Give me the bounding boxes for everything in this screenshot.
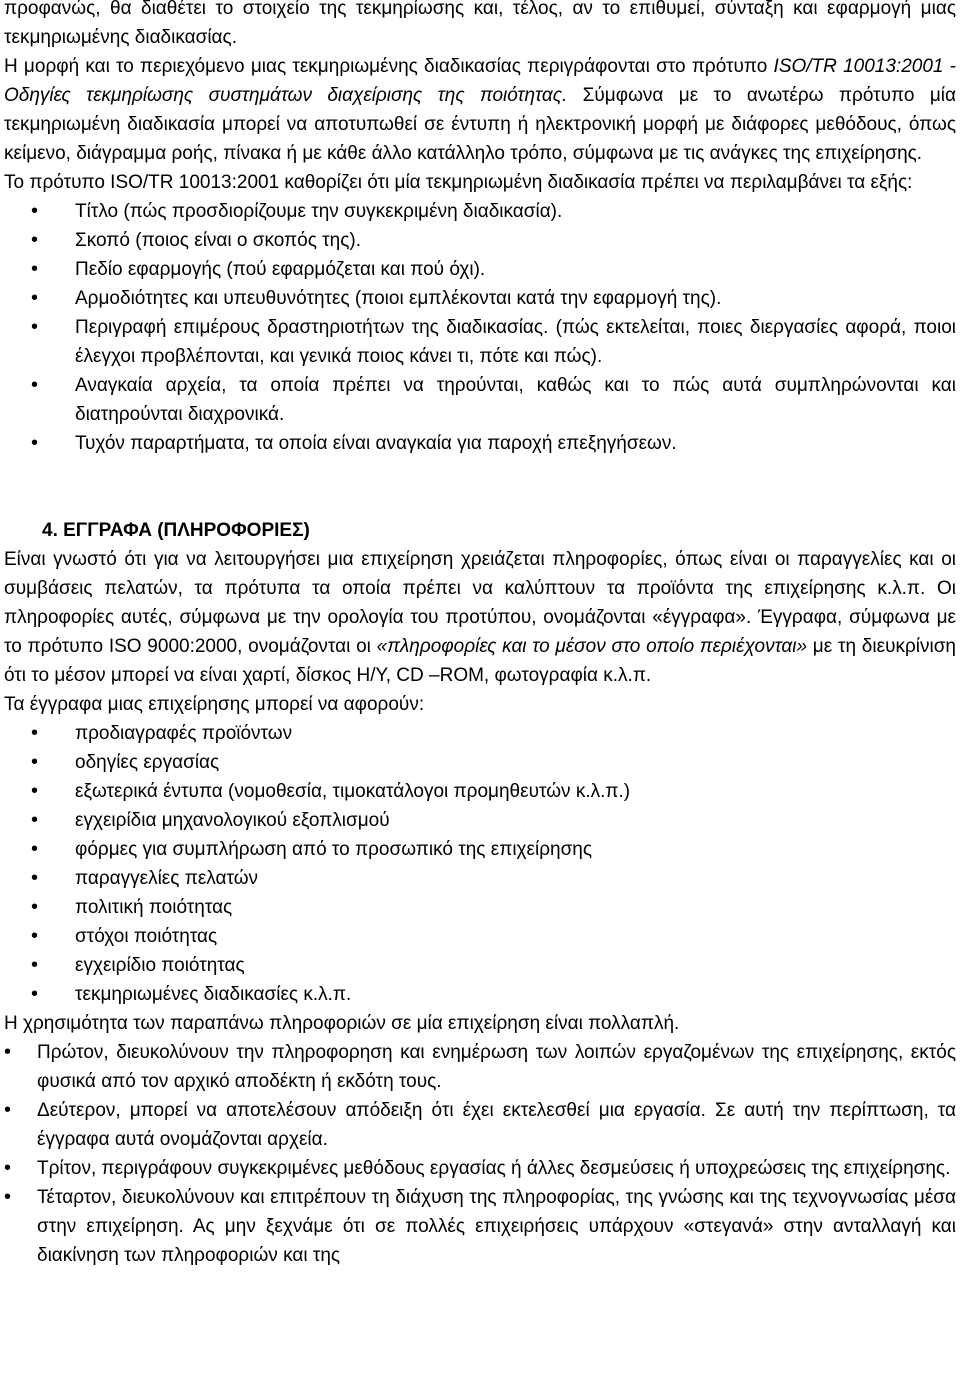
paragraph-standard-end: Σύμφωνα με το ανωτέρω πρότυπο μία τεκμηριωμένη διαδικασία μπορεί να αποτυπωθεί σε έντυπη ή ηλεκτρονική μορφή με διάφορες μεθόδους, όπως κείμενο, διάγραμμα ροής, πίνακα ή με κάθε άλλο κατάλληλο τρόπο, σύμφωνα με τις ανάγκες της επιχείρησης. — [4, 85, 956, 164]
list-item: • παραγγελίες πελατών — [4, 864, 956, 893]
paragraph-documents-definition — [4, 545, 956, 690]
list-item: • πολιτική ποιότητας — [4, 893, 956, 922]
list-item: • φόρμες για συμπλήρωση από το προσωπικό της επιχείρησης — [4, 835, 956, 864]
procedure-contents-list — [4, 197, 956, 458]
paragraph-standard-start: Η μορφή και το περιεχόμενο μιας τεκμηριωμένης διαδικασίας περιγράφονται στο πρότυπο — [4, 56, 774, 77]
usefulness-list — [4, 1038, 956, 1270]
documents-definition-quote: «πληροφορίες και το μέσον στο οποίο περιέχονται» — [376, 636, 808, 657]
list-item: • Αναγκαία αρχεία, τα οποία πρέπει να τηρούνται, καθώς και το πώς αυτά συμπληρώνονται και διατηρούνται διαχρονικά. — [4, 371, 956, 429]
paragraph-requirements: Το πρότυπο ISO/TR 10013:2001 καθορίζει ότι μία τεκμηριωμένη διαδικασία πρέπει να περιλαμβάνει τα εξής: — [4, 172, 913, 193]
standard-title: ISO/TR 10013:2001 - Οδηγίες τεκμηρίωσης συστημάτων διαχείρισης της ποιότητας. — [4, 56, 956, 106]
paragraph-documents-start: Είναι γνωστό ότι για να λειτουργήσει μια επιχείρηση χρειάζεται πληροφορίες, όπως είναι οι παραγγελίες και οι συμβάσεις πελατών, τα πρότυπα τα οποία πρέπει να καλύπτουν τα προϊόντα της επιχείρησης κ.λ.π. Οι πληροφορίες αυτές, σύμφωνα με την ορολογία του προτύπου, ονομάζονται «έγγραφα». Έγγραφα, σύμφωνα με το πρότυπο ISO 9000:2000, ονομάζονται οι — [4, 549, 956, 657]
list-item: • Περιγραφή επιμέρους δραστηριοτήτων της διαδικασίας. (πώς εκτελείται, ποιες διεργασίες αφορά, ποιοι έλεγχοι προβλέπονται, και γενικά ποιος κάνει τι, πότε και πώς). — [4, 313, 956, 371]
list-item: • Σκοπό (ποιος είναι ο σκοπός της). — [4, 226, 956, 255]
list-item: • Τέταρτον, διευκολύνουν και επιτρέπουν τη διάχυση της πληροφορίας, της γνώσης και της τεχνογνωσίας μέσα στην επιχείρηση. Ας μην ξεχνάμε ότι σε πολλές επιχειρήσεις υπάρχουν «στεγανά» στην ανταλλαγή και διακίνηση των πληροφοριών και της — [4, 1183, 956, 1270]
list-item: • Πρώτον, διευκολύνουν την πληροφορηση και ενημέρωση των λοιπών εργαζομένων της επιχείρησης, εκτός φυσικά από τον αρχικό αποδέκτη ή εκδότη τους. — [4, 1038, 956, 1096]
paragraph-intro: προφανώς, θα διαθέτει το στοιχείο της τεκμηρίωσης και, τέλος, αν το επιθυμεί, σύνταξη και εφαρμογή μιας τεκμηριωμένης διαδικασίας. — [4, 0, 956, 48]
list-item: • Τίτλο (πώς προσδιορίζουμε την συγκεκριμένη διαδικασία). — [4, 197, 956, 226]
list-item: • εξωτερικά έντυπα (νομοθεσία, τιμοκατάλογοι προμηθευτών κ.λ.π.) — [4, 777, 956, 806]
paragraph-documents-intro: Τα έγγραφα μιας επιχείρησης μπορεί να αφορούν: — [4, 694, 425, 715]
paragraph-usefulness: Η χρησιμότητα των παραπάνω πληροφοριών σε μία επιχείρηση είναι πολλαπλή. — [4, 1013, 680, 1034]
paragraph-standard — [4, 52, 956, 168]
list-item: • Αρμοδιότητες και υπευθυνότητες (ποιοι εμπλέκονται κατά την εφαρμογή της). — [4, 284, 956, 313]
list-item: • προδιαγραφές προϊόντων — [4, 719, 956, 748]
list-item: • οδηγίες εργασίας — [4, 748, 956, 777]
list-item: • εγχειρίδιο ποιότητας — [4, 951, 956, 980]
list-item: • τεκμηριωμένες διαδικασίες κ.λ.π. — [4, 980, 956, 1009]
list-item: • Πεδίο εφαρμογής (πού εφαρμόζεται και πού όχι). — [4, 255, 956, 284]
document-page — [4, 0, 956, 1270]
section-heading: 4. ΕΓΓΡΑΦΑ (ΠΛΗΡΟΦΟΡΙΕΣ) — [42, 520, 310, 541]
document-types-list — [4, 719, 956, 1009]
list-item: • Δεύτερον, μπορεί να αποτελέσουν απόδειξη ότι έχει εκτελεσθεί μια εργασία. Σε αυτή την περίπτωση, τα έγγραφα αυτά ονομάζονται αρχεία. — [4, 1096, 956, 1154]
list-item: • Τυχόν παραρτήματα, τα οποία είναι αναγκαία για παροχή επεξηγήσεων. — [4, 429, 956, 458]
list-item: • στόχοι ποιότητας — [4, 922, 956, 951]
list-item: • Τρίτον, περιγράφουν συγκεκριμένες μεθόδους εργασίας ή άλλες δεσμεύσεις ή υποχρεώσεις της επιχείρησης. — [4, 1154, 956, 1183]
list-item: • εγχειρίδια μηχανολογικού εξοπλισμού — [4, 806, 956, 835]
paragraph-documents-end: με τη διευκρίνιση ότι το μέσον μπορεί να είναι χαρτί, δίσκος Η/Υ, CD –ROM, φωτογραφία κ.λ.π. — [4, 636, 956, 686]
